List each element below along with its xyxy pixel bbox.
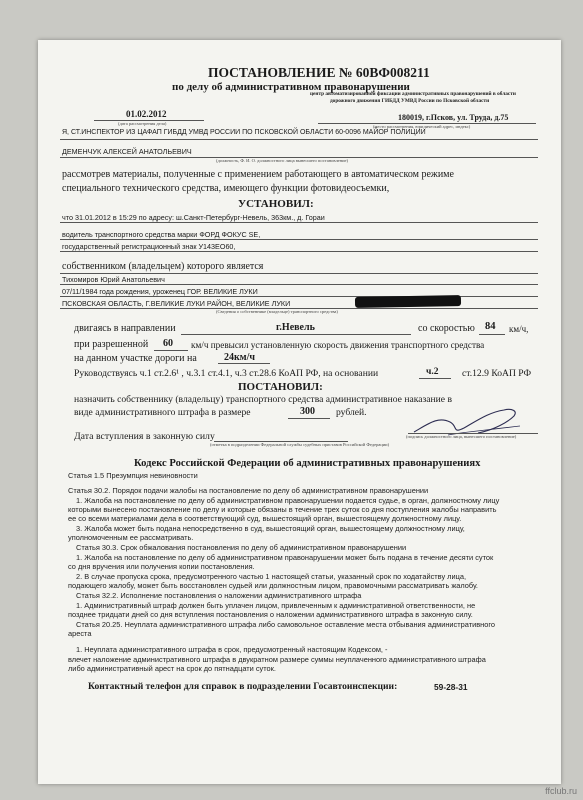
law-line: ареста [68,629,92,638]
moving-label: двигаясь в направлении [74,323,176,334]
law-line: Статья 1.5 Презумпция невиновности [68,471,198,480]
law-line: 1. Административный штраф должен быть уплачен лицом, привлеченным к административной ответственности, не [76,601,476,610]
speed-value: 84 [485,321,496,332]
considered-line2: специального технического средства, имеющего функции фотовидеосъемки, [62,183,390,194]
direction-value: г.Невель [276,322,315,333]
official-line: Я, СТ.ИНСПЕКТОР ИЗ ЦАФАП ГИБДД УМВД РОССИИ ПО ПСКОВСКОЙ ОБЛАСТИ 60-0096 МАЙОР ПОЛИЦИИ [62,129,426,136]
exceed-text: км/ч превысил установленную скорость движения транспортного средства [191,340,485,350]
address-caption: (место рассмотрения, юридический адрес, индекс) [373,124,471,129]
section-label: на данном участке дороги на [74,353,197,364]
document-title: ПОСТАНОВЛЕНИЕ № 60ВФ008211 [208,65,430,80]
document-page [38,40,561,784]
law-line: ее со всеми материалами дела в соответствующий суд, вышестоящий орган, вышестоящему должностному лицу. [68,514,462,523]
law-line: 3. Жалоба может быть подана непосредственно в суд, вышестоящий орган, вышестоящему должностному лицу, [76,524,465,533]
article-part: ч.2 [426,367,439,377]
signature-caption: (подпись должностного лица, вынесшего постановление) [406,434,517,439]
law-line: 1. Жалоба на постановление по делу об административном правонарушении подается судье, в орган, должностному лицу [76,496,500,505]
law-line: либо административный арест на срок до пятнадцати суток. [68,664,276,673]
fine-amount: 300 [300,406,315,417]
law-line: 2. В случае пропуска срока, предусмотренного частью 1 настоящей статьи, указанный срок по ходатайству лица, [76,572,467,581]
allowed-label: при разрешенной [74,339,149,350]
law-line: 1. Жалоба на постановление по делу об административном правонарушении может быть подана в течение десяти суток [76,553,494,562]
date-caption: (дата рассмотрения дела) [118,121,167,126]
effective-date-label: Дата вступления в законную силу [74,431,215,442]
considered-line1: рассмотрев материалы, полученные с применением работающего в автоматическом режиме [62,169,454,180]
article-ref: ст.12.9 КоАП РФ [462,368,532,379]
site-watermark: ffclub.ru [545,786,577,796]
guided-line: Руководствуясь ч.1 ст.2.6¹ , ч.3.1 ст.4.1, ч.3 ст.28.6 КоАП РФ, на основании [74,368,379,379]
exceed-value: 24км/ч [224,352,255,363]
law-line: уполномоченным ее рассматривать. [68,533,194,542]
decided-heading: ПОСТАНОВИЛ: [238,381,323,393]
law-line: Статья 20.25. Неуплата административного штрафа либо самовольное оставление места отбывания административного [76,620,495,629]
stamp-caption: (отметка в подразделении Федеральной службы судебных приставов Российской Федерации) [210,442,390,447]
law-line: со дня вручения или получения копии постановления. [68,562,255,571]
decided-line2: виде административного штрафа в размере [74,407,251,418]
law-line: которыми вынесено постановление по делу и которые обязаны в течение трех суток со дня поступления жалобы направить [68,505,497,514]
allowed-value: 60 [163,338,173,349]
owner-region: ПСКОВСКАЯ ОБЛАСТЬ, Г.ВЕЛИКИЕ ЛУКИ РАЙОН, ВЕЛИКИЕ ЛУКИ [62,299,291,308]
official-caption: (должность, Ф. И. О. должностного лица вынесшего постановление) [216,158,348,163]
law-line: Статья 32.2. Исполнение постановления о наложении административного штрафа [76,591,362,600]
plate-line: государственный регистрационный знак У143ЕО60, [62,242,236,251]
fine-currency: рублей. [336,407,367,418]
document-subtitle: по делу об административном правонарушении [172,81,410,93]
law-heading: Кодекс Российской Федерации об административных правонарушениях [134,458,481,469]
law-line: влечет наложение административного штрафа в двукратном размере суммы неуплаченного административного штрафа [68,655,486,664]
law-line: позднее тридцати дней со дня вступления постановления о наложении административного штрафа в законную силу. [68,610,473,619]
law-line: 1. Неуплата административного штрафа в срок, предусмотренный настоящим Кодексом, - [76,645,388,654]
established-heading: УСТАНОВИЛ: [238,198,314,210]
speed-unit: км/ч, [509,324,529,334]
center-name-line2: дорожного движения ГИБДД УМВД России по Псковской области [330,98,490,104]
contact-phone: 59-28-31 [434,682,468,692]
official-name: ДЕМЕНЧУК АЛЕКСЕЙ АНАТОЛЬЕВИЧ [62,147,192,156]
speed-label: со скоростью [418,323,475,334]
law-line: Статья 30.3. Срок обжалования постановления по делу об административном правонарушении [76,543,407,552]
decision-address: 180019, г.Псков, ул. Труда, д.75 [398,113,509,122]
driver-line: водитель транспортного средства марки ФОРД ФОКУС SE, [62,230,261,239]
contact-label: Контактный телефон для справок в подразделении Госавтоинспекции: [88,681,398,692]
redaction-mark [355,295,461,308]
owner-name: Тихомиров Юрий Анатольевич [62,275,165,284]
owner-label: собственником (владельцем) которого является [62,261,264,272]
law-line: подающего жалобу, может быть восстановлен судьей или должностным лицом, правомочными рассматривать жалобу. [68,581,478,590]
owner-birth: 07/11/1984 года рождения, уроженец ГОР. ВЕЛИКИЕ ЛУКИ [62,287,258,296]
law-line: Статья 30.2. Порядок подачи жалобы на постановление по делу об административном правонарушении [68,486,429,495]
decision-date: 01.02.2012 [126,109,167,119]
center-name-line1: центр автоматизированной фиксации административных правонарушений в области [310,91,516,97]
established-what: что 31.01.2012 в 15:29 по адресу: ш.Санкт-Петербург-Невель, 363км., д. Гораи [62,213,325,222]
owner-caption: (Сведения о собственнике (владельце) транспортного средства) [216,309,338,314]
decided-line1: назначить собственнику (владельцу) транспортного средства административное наказание в [74,394,452,405]
